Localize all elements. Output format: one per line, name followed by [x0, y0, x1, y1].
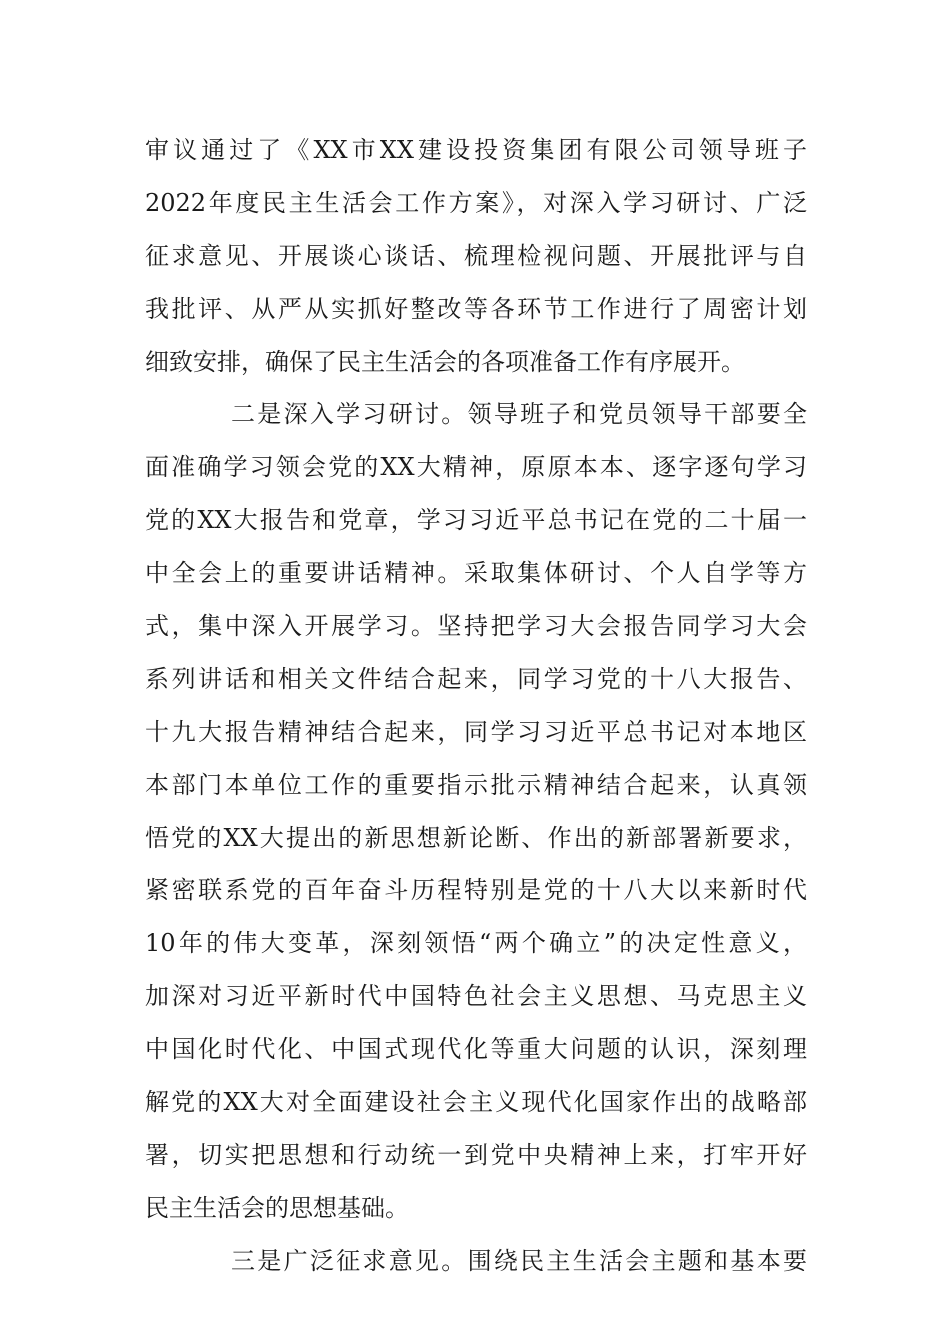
text-line: 党的XX大报告和党章，学习习近平总书记在党的二十届一: [145, 506, 807, 535]
text-line: 式，集中深入开展学习。坚持把学习大会报告同学习大会: [145, 612, 807, 641]
text-line: 我批评、从严从实抓好整改等各环节工作进行了周密计划: [145, 294, 807, 323]
text-line: 加深对习近平新时代中国特色社会主义思想、马克思主义: [145, 982, 807, 1011]
text-line: 系列讲话和相关文件结合起来，同学习党的十八大报告、: [145, 664, 807, 693]
text-line: 中国化时代化、中国式现代化等重大问题的认识，深刻理: [145, 1035, 807, 1064]
text-line: 面准确学习领会党的XX大精神，原原本本、逐字逐句学习: [145, 453, 807, 482]
text-line: 10年的伟大变革，深刻领悟“两个确立”的决定性意义，: [145, 929, 807, 958]
text-line: 审议通过了《XX市XX建设投资集团有限公司领导班子: [145, 136, 807, 164]
text-line: 十九大报告精神结合起来，同学习习近平总书记对本地区: [145, 717, 807, 746]
text-line: 解党的XX大对全面建设社会主义现代化国家作出的战略部: [145, 1088, 807, 1117]
text-line: 署，切实把思想和行动统一到党中央精神上来，打牢开好: [145, 1140, 807, 1169]
text-line: 2022年度民主生活会工作方案》，对深入学习研讨、广泛: [145, 188, 807, 217]
text-line: 紧密联系党的百年奋斗历程特别是党的十八大以来新时代: [145, 876, 807, 905]
text-line: 本部门本单位工作的重要指示批示精神结合起来，认真领: [145, 770, 807, 799]
paragraph-heading-line: 二是深入学习研讨。领导班子和党员领导干部要全: [231, 400, 807, 429]
text-line: 细致安排，确保了民主生活会的各项准备工作有序展开。: [145, 347, 745, 376]
text-line: 民主生活会的思想基础。: [145, 1193, 409, 1222]
text-line: 悟党的XX大提出的新思想新论断、作出的新部署新要求，: [145, 823, 807, 852]
text-line: 征求意见、开展谈心谈话、梳理检视问题、开展批评与自: [145, 241, 807, 270]
text-line: 中全会上的重要讲话精神。采取集体研讨、个人自学等方: [145, 559, 807, 588]
document-body: [145, 124, 807, 1288]
paragraph-heading-line: 三是广泛征求意见。围绕民主生活会主题和基本要: [231, 1246, 807, 1275]
